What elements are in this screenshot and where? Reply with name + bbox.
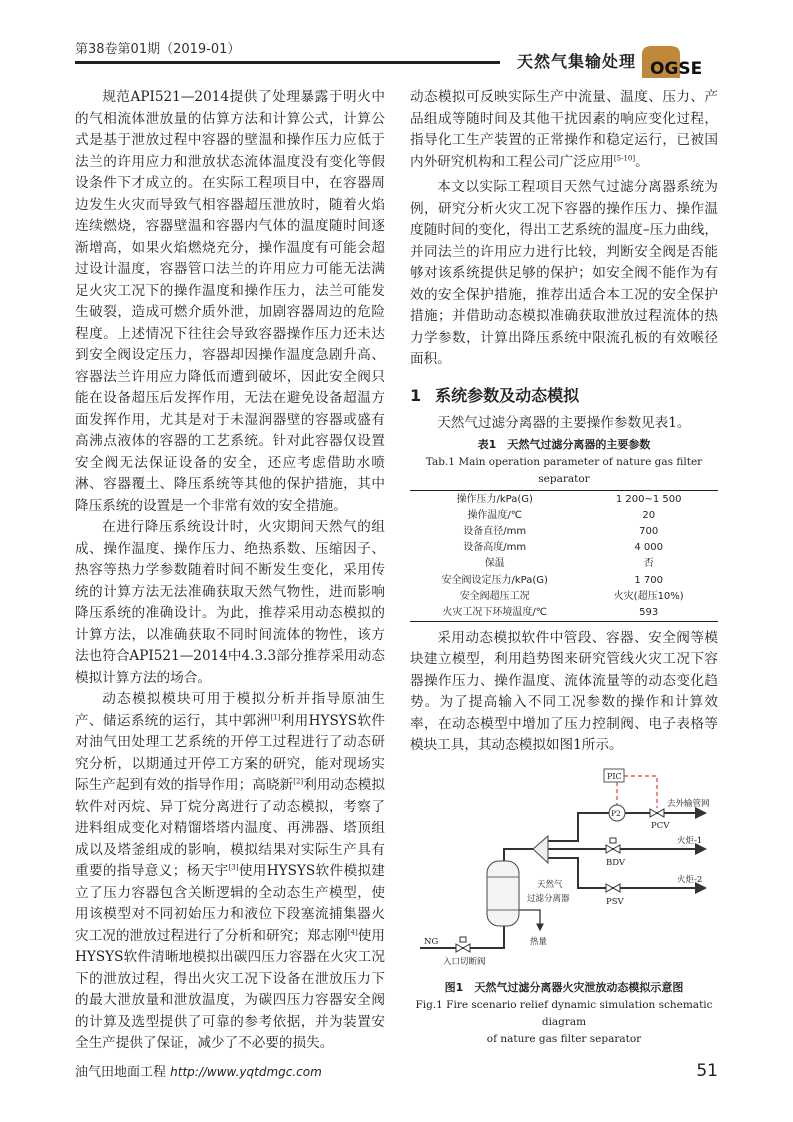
body-columns — [75, 87, 718, 1055]
journal-url[interactable]: http://www.yqtdmgc.com — [170, 1064, 322, 1079]
ng-label: NG — [424, 936, 439, 947]
param-name: 设备直径/mm — [463, 525, 527, 537]
filter-separator-vessel — [487, 861, 519, 926]
figure-caption-en-2: of nature gas filter separator — [486, 1032, 642, 1045]
param-name: 安全阀超压工况 — [459, 590, 530, 602]
param-value: 火灾(超压10%) — [613, 590, 684, 602]
left-column — [75, 87, 385, 1055]
section-heading: 1 系统参数及动态模拟 — [410, 385, 580, 405]
manifold — [533, 836, 548, 863]
table-row — [410, 507, 718, 523]
table-row — [410, 523, 718, 539]
export-label: 去外输管网 — [667, 798, 710, 809]
table-row — [410, 556, 718, 572]
param-name: 安全阀设定压力/kPa(G) — [441, 574, 548, 586]
paragraph: 本文以实际工程项目天然气过滤分离器系统为例，研究分析火灾工况下容器的操作压力、操作温度随时间的变化，得出工艺系统的温度–压力曲线，并同法兰的许用应力进行比较，判断安全阀是否能够对该系统提供足够的保护；如安全阀不能作为有效的安全保护措施，推荐出适合本工况的安全保护措施；并借助动态模拟准确获取泄放过程流体的热力学参数，计算出降压系统中限流孔板的有效喉径面积。 — [410, 179, 718, 367]
paragraph: 规范API521—2014提供了处理暴露于明火中的气相流体泄放量的估算方法和计算公式，计算公式是基于泄放过程中容器的壁温和操作压力应低于法兰的许用应力和泄放状态流体温度没有变化等假设条件下才成立的。在实际工程项目中，在容器周边发生火灾而导致气相容器超压泄放时，随着火焰连续燃烧，容器壁温和容器内气体的温度随时间逐渐增高，如果火焰燃烧充分，操作温度有可能会超过设计温度，容器管口法兰的许用应力可能无法满足火灾工况下的操作温度和操作压力，法兰可能发生破裂，造成可燃介质外泄，加剧容器周边的危险程度。上述情况下往往会导致容器操作压力还未达到安全阀设定压力，容器却因操作温度急剧升高、容器法兰许用应力降低而遭到破坏，因此安全阀只能在设备超压后发挥作用，无法在避免设备超温方面发挥作用，尤其是对于未湿润器壁的容器或盛有高沸点液体的容器的工艺系统。针对此容器仅设置安全阀无法保证设备的安全，还应考虑借助水喷淋、容器覆土、降压系统等其他的保护措施，其中降压系统的设置是一个非常有效的安全措施。 — [75, 89, 385, 514]
psv-label: PSV — [606, 896, 624, 907]
paragraph: 天然气过滤分离器的主要操作参数见表1。 — [437, 414, 691, 431]
figure-caption-en: Fig.1 Fire scenario relief dynamic simulation schematic diagram — [415, 998, 713, 1028]
psv-valve — [606, 884, 620, 892]
citation[interactable]: [4] — [347, 927, 358, 936]
page-number: 51 — [696, 1060, 718, 1081]
issue-info: 第38卷第01期（2019-01） — [75, 42, 241, 57]
vessel-outlet-pipe — [504, 849, 533, 861]
journal-logo — [640, 44, 722, 78]
table-caption-en: Tab.1 Main operation parameter of nature gas filter separator — [425, 456, 703, 485]
footer-journal: 油气田地面工程 http://www.yqtdmgc.com — [75, 1064, 322, 1080]
citation[interactable]: [2] — [293, 777, 304, 786]
param-value: 20 — [642, 509, 656, 521]
inlet-shutoff-valve — [456, 944, 470, 952]
figure-caption-cn: 图1 天然气过滤分离器火灾泄放动态模拟示意图 — [444, 980, 684, 994]
citation[interactable]: [5-10] — [613, 153, 636, 162]
header-rule — [75, 61, 500, 64]
paragraph: 动态模拟模块可用于模拟分析并指导原油生产、储运系统的运行，其中郭洲[1]利用HYSYS软件对油气田处理工艺系统的开停工过程进行了动态研究分析，以期通过开停工方案的研究，能对现场实际生产起到有效的指导作用；高晓新[2]利用动态模拟软件对丙烷、异丁烷分离进行了动态模拟，考察了进料组成变化对精馏塔塔内温度、再沸器、塔顶组成以及塔釜组成的影响，模拟结果对实际生产具有重要的指导意义；杨天宇[3]使用HYSYS软件模拟建立了压力容器包含关断逻辑的全动态生产模型，使用该模型对不同初始压力和液位下段塞流捕集器火灾工况的泄放过程进行了分析和研究；郑志刚[4]使用HYSYS软件清晰地模拟出碳四压力容器在火灾工况下的泄放过程，得出火灾工况下设备在泄放压力下的最大泄放量和泄放温度，为碳四压力容器安全阀的计算及选型提供了可靠的参考依据，并为装置安全生产提供了保证，减少了不必要的损失。 — [75, 691, 386, 1051]
param-name: 操作压力/kPa(G) — [456, 493, 533, 505]
bdv-label: BDV — [606, 857, 626, 868]
p2-label: P2 — [611, 808, 621, 818]
parameter-table — [410, 490, 718, 622]
flare2-label: 火炬-2 — [677, 874, 703, 885]
param-name: 保温 — [484, 558, 505, 570]
pcv-label: PCV — [651, 820, 670, 831]
bdv-valve — [606, 845, 620, 853]
table-row — [410, 604, 718, 621]
param-value: 否 — [643, 558, 654, 570]
paragraph: 动态模拟可反映实际生产中流量、温度、压力、产品组成等随时间及其他干扰因素的响应变化过程，指导化工生产装置的正常操作和稳定运行，已被国内外研究机构和工程公司广泛应用[5-10]。 — [410, 89, 718, 170]
table-row — [410, 540, 718, 556]
inlet-valve-label: 入口切断阀 — [443, 956, 486, 967]
vessel-label-1: 天然气 — [537, 879, 563, 890]
right-column — [410, 87, 718, 1048]
pcv-valve — [650, 809, 664, 817]
journal-name: 天然气集输处理 — [517, 52, 637, 71]
citation[interactable]: [3] — [228, 863, 239, 872]
paragraph: 在进行降压系统设计时，火灾期间天然气的组成、操作温度、操作压力、绝热系数、压缩因子、热容等热力学参数随着时间不断发生变化，采用传统的计算方法无法准确获取天然气物性，进而影响降压系统的准确设计。为此，推荐采用动态模拟的计算方法，以准确获取不同时间流体的物性，该方法也符合API521—2014中4.3.3部分推荐采用动态模拟计算方法的场合。 — [75, 519, 385, 686]
heat-arrow — [519, 910, 540, 930]
param-name: 操作温度/℃ — [467, 509, 522, 521]
param-value: 700 — [639, 525, 659, 537]
table-row — [410, 572, 718, 588]
table-caption-cn: 表1 天然气过滤分离器的主要参数 — [477, 438, 651, 451]
param-name: 设备高度/mm — [463, 542, 527, 554]
param-value: 4 000 — [634, 542, 664, 554]
param-value: 1 700 — [634, 574, 664, 586]
citation[interactable]: [1] — [270, 712, 281, 721]
pic-label: PIC — [607, 771, 622, 781]
param-value: 593 — [639, 606, 659, 618]
paragraph: 采用动态模拟软件中管段、容器、安全阀等模块建立模型，利用趋势图来研究管线火灾工况下容器操作压力、操作温度、流体流量等的动态变化趋势。为了提高输入不同工况参数的操作和计算效率，在动态模型中增加了压力控制阀、电子表格等模块工具，其动态模拟如图1所示。 — [410, 629, 718, 753]
param-value: 1 200~1 500 — [615, 493, 682, 505]
page-footer — [75, 1061, 718, 1081]
svg-text:OGSE: OGSE — [650, 59, 703, 78]
vessel-label-2: 过滤分离器 — [527, 893, 570, 904]
heat-label: 热量 — [530, 936, 548, 947]
param-name: 火灾工况下环境温度/℃ — [442, 606, 547, 618]
flare1-label: 火炬-1 — [677, 835, 703, 846]
table-row — [410, 491, 718, 508]
table-row — [410, 588, 718, 604]
figure-1-schematic — [400, 763, 730, 973]
